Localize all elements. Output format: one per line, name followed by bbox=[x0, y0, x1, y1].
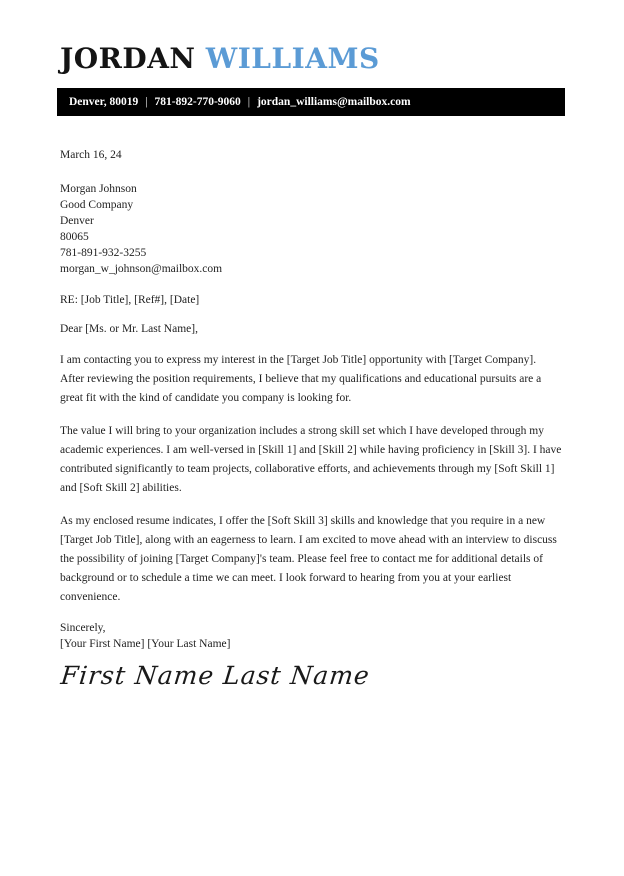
paragraph-skills: The value I will bring to your organization includes a strong skill set which I have developed through my academic experiences. I am well-versed in [Skill 1] and [Skill 2] while having proficiency in [Skill 3]. I have contributed significantly to team projects, collaborative efforts, and achievements through my [Soft Skill 1] and [Soft Skill 2] abilities. bbox=[60, 425, 562, 494]
handwritten-signature: First Name Last Name bbox=[59, 661, 372, 690]
candidate-first-name: JORDAN bbox=[60, 42, 196, 75]
recipient-block bbox=[60, 181, 562, 277]
contact-bar bbox=[57, 88, 565, 116]
contact-separator: | bbox=[145, 96, 148, 108]
contact-phone: 781-892-770-9060 bbox=[154, 96, 241, 108]
recipient-phone: 781-891-932-3255 bbox=[60, 247, 147, 259]
contact-location: Denver, 80019 bbox=[69, 96, 139, 108]
candidate-last-name: WILLIAMS bbox=[205, 42, 380, 75]
recipient-email: morgan_w_johnson@mailbox.com bbox=[60, 263, 223, 275]
typed-name: [Your First Name] [Your Last Name] bbox=[60, 638, 231, 650]
paragraph-intro: I am contacting you to express my interest in the [Target Job Title] opportunity with [Target Company]. After reviewing the position requirements, I believe that my qualifications and educational pursuits are a great fit with the kind of candidate you company is looking for. bbox=[60, 354, 542, 404]
letter-body bbox=[59, 147, 562, 690]
contact-separator: | bbox=[247, 96, 251, 108]
re-line: RE: [Job Title], [Ref#], [Date] bbox=[60, 294, 200, 306]
recipient-company: Good Company bbox=[60, 199, 134, 211]
salutation: Dear [Ms. or Mr. Last Name], bbox=[60, 323, 198, 335]
recipient-city: Denver bbox=[60, 215, 94, 227]
letterhead bbox=[60, 42, 566, 116]
closing-salutation: Sincerely, bbox=[60, 622, 106, 634]
paragraph-closing: As my enclosed resume indicates, I offer the [Soft Skill 3] skills and knowledge that you require in a new [Target Job Title], along with an eagerness to learn. I am excited to move ahead with an interview to discuss the possibility of joining [Target Company]'s team. Please feel free to contact me for additional details of background or to schedule a time we can meet. I look forward to hearing from you at your earliest convenience. bbox=[60, 515, 557, 603]
contact-email: jordan_williams@mailbox.com bbox=[257, 96, 411, 108]
letter-date: March 16, 24 bbox=[60, 149, 122, 161]
recipient-name: Morgan Johnson bbox=[60, 183, 137, 195]
recipient-zip: 80065 bbox=[60, 231, 89, 243]
candidate-name bbox=[60, 42, 566, 76]
